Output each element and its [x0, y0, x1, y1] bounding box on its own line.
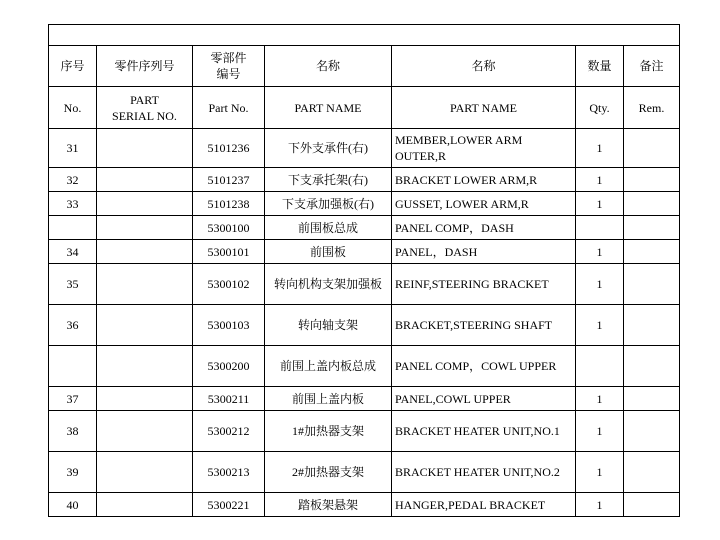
cell-part-no: 5101238	[193, 192, 265, 216]
table-row	[49, 240, 680, 264]
cell-name-en: PANEL COMP，COWL UPPER	[392, 346, 576, 387]
table-row	[49, 411, 680, 452]
cell-part-no: 5101236	[193, 129, 265, 168]
cell-name-cn: 转向机构支架加强板	[265, 264, 392, 305]
table-row	[49, 264, 680, 305]
cell-qty: 1	[576, 129, 624, 168]
cell-part-no: 5101237	[193, 168, 265, 192]
cell-rem	[624, 264, 680, 305]
header-row-chinese	[49, 46, 680, 87]
table-row	[49, 216, 680, 240]
cell-qty: 1	[576, 305, 624, 346]
parts-table	[48, 24, 680, 517]
cell-serial	[97, 264, 193, 305]
cell-qty: 1	[576, 387, 624, 411]
cell-name-cn: 1#加热器支架	[265, 411, 392, 452]
cell-part-no: 5300211	[193, 387, 265, 411]
cell-name-en: BRACKET HEATER UNIT,NO.2	[392, 452, 576, 493]
cell-rem	[624, 411, 680, 452]
cell-serial	[97, 346, 193, 387]
cell-serial	[97, 493, 193, 517]
cell-name-en: HANGER,PEDAL BRACKET	[392, 493, 576, 517]
cell-name-en: PANEL，DASH	[392, 240, 576, 264]
header-cell: 零件序列号	[97, 46, 193, 87]
cell-rem	[624, 192, 680, 216]
cell-qty	[576, 346, 624, 387]
header-row-english	[49, 87, 680, 129]
cell-no: 40	[49, 493, 97, 517]
table-row	[49, 452, 680, 493]
cell-part-no: 5300212	[193, 411, 265, 452]
cell-serial	[97, 168, 193, 192]
cell-serial	[97, 305, 193, 346]
cell-qty: 1	[576, 264, 624, 305]
cell-serial	[97, 452, 193, 493]
header-cell: Part No.	[193, 87, 265, 129]
table-row	[49, 305, 680, 346]
cell-part-no: 5300100	[193, 216, 265, 240]
header-cell: 数量	[576, 46, 624, 87]
cell-serial	[97, 192, 193, 216]
cell-name-en: MEMBER,LOWER ARM OUTER,R	[392, 129, 576, 168]
cell-rem	[624, 346, 680, 387]
cell-part-no: 5300213	[193, 452, 265, 493]
cell-no: 31	[49, 129, 97, 168]
header-cell: PART NAME	[392, 87, 576, 129]
cell-part-no: 5300101	[193, 240, 265, 264]
cell-no: 35	[49, 264, 97, 305]
cell-no: 37	[49, 387, 97, 411]
cell-name-cn: 前围板	[265, 240, 392, 264]
cell-part-no: 5300102	[193, 264, 265, 305]
cell-qty: 1	[576, 192, 624, 216]
cell-no: 39	[49, 452, 97, 493]
cell-name-en: BRACKET HEATER UNIT,NO.1	[392, 411, 576, 452]
cell-name-cn: 下支承加强板(右)	[265, 192, 392, 216]
cell-serial	[97, 129, 193, 168]
cell-no: 33	[49, 192, 97, 216]
cell-qty: 1	[576, 240, 624, 264]
cell-qty: 1	[576, 452, 624, 493]
cell-name-en: PANEL COMP，DASH	[392, 216, 576, 240]
cell-name-en: BRACKET,STEERING SHAFT	[392, 305, 576, 346]
cell-qty: 1	[576, 411, 624, 452]
cell-qty: 1	[576, 168, 624, 192]
header-cell: Qty.	[576, 87, 624, 129]
cell-rem	[624, 387, 680, 411]
cell-qty: 1	[576, 493, 624, 517]
cell-serial	[97, 216, 193, 240]
cell-name-cn: 2#加热器支架	[265, 452, 392, 493]
cell-name-en: BRACKET LOWER ARM,R	[392, 168, 576, 192]
header-cell: Rem.	[624, 87, 680, 129]
cell-part-no: 5300103	[193, 305, 265, 346]
cell-rem	[624, 493, 680, 517]
cell-rem	[624, 305, 680, 346]
header-cell: PART NAME	[265, 87, 392, 129]
header-cell: 名称	[392, 46, 576, 87]
cell-no	[49, 346, 97, 387]
cell-serial	[97, 240, 193, 264]
cell-name-en: GUSSET, LOWER ARM,R	[392, 192, 576, 216]
cell-name-cn: 前围上盖内板	[265, 387, 392, 411]
header-cell: 零部件 编号	[193, 46, 265, 87]
table-row	[49, 192, 680, 216]
cell-name-cn: 前围上盖内板总成	[265, 346, 392, 387]
cell-rem	[624, 168, 680, 192]
header-cell: No.	[49, 87, 97, 129]
header-cell: PART SERIAL NO.	[97, 87, 193, 129]
cell-serial	[97, 387, 193, 411]
cell-name-en: PANEL,COWL UPPER	[392, 387, 576, 411]
cell-no: 38	[49, 411, 97, 452]
header-cell: 名称	[265, 46, 392, 87]
cell-part-no: 5300200	[193, 346, 265, 387]
cell-no	[49, 216, 97, 240]
cell-name-cn: 转向轴支架	[265, 305, 392, 346]
table-row	[49, 493, 680, 517]
cell-name-cn: 踏板架悬架	[265, 493, 392, 517]
cell-rem	[624, 452, 680, 493]
header-cell: 备注	[624, 46, 680, 87]
table-row	[49, 129, 680, 168]
cell-rem	[624, 240, 680, 264]
table-row	[49, 387, 680, 411]
cell-name-cn: 前围板总成	[265, 216, 392, 240]
table-row	[49, 168, 680, 192]
cell-name-cn: 下外支承件(右)	[265, 129, 392, 168]
header-cell: 序号	[49, 46, 97, 87]
table-row	[49, 346, 680, 387]
cell-rem	[624, 216, 680, 240]
cell-qty	[576, 216, 624, 240]
cell-serial	[97, 411, 193, 452]
cell-no: 34	[49, 240, 97, 264]
cell-part-no: 5300221	[193, 493, 265, 517]
blank-title-cell	[49, 25, 680, 46]
cell-name-cn: 下支承托架(右)	[265, 168, 392, 192]
cell-name-en: REINF,STEERING BRACKET	[392, 264, 576, 305]
cell-no: 32	[49, 168, 97, 192]
cell-no: 36	[49, 305, 97, 346]
table-top-blank-row	[49, 25, 680, 46]
cell-rem	[624, 129, 680, 168]
